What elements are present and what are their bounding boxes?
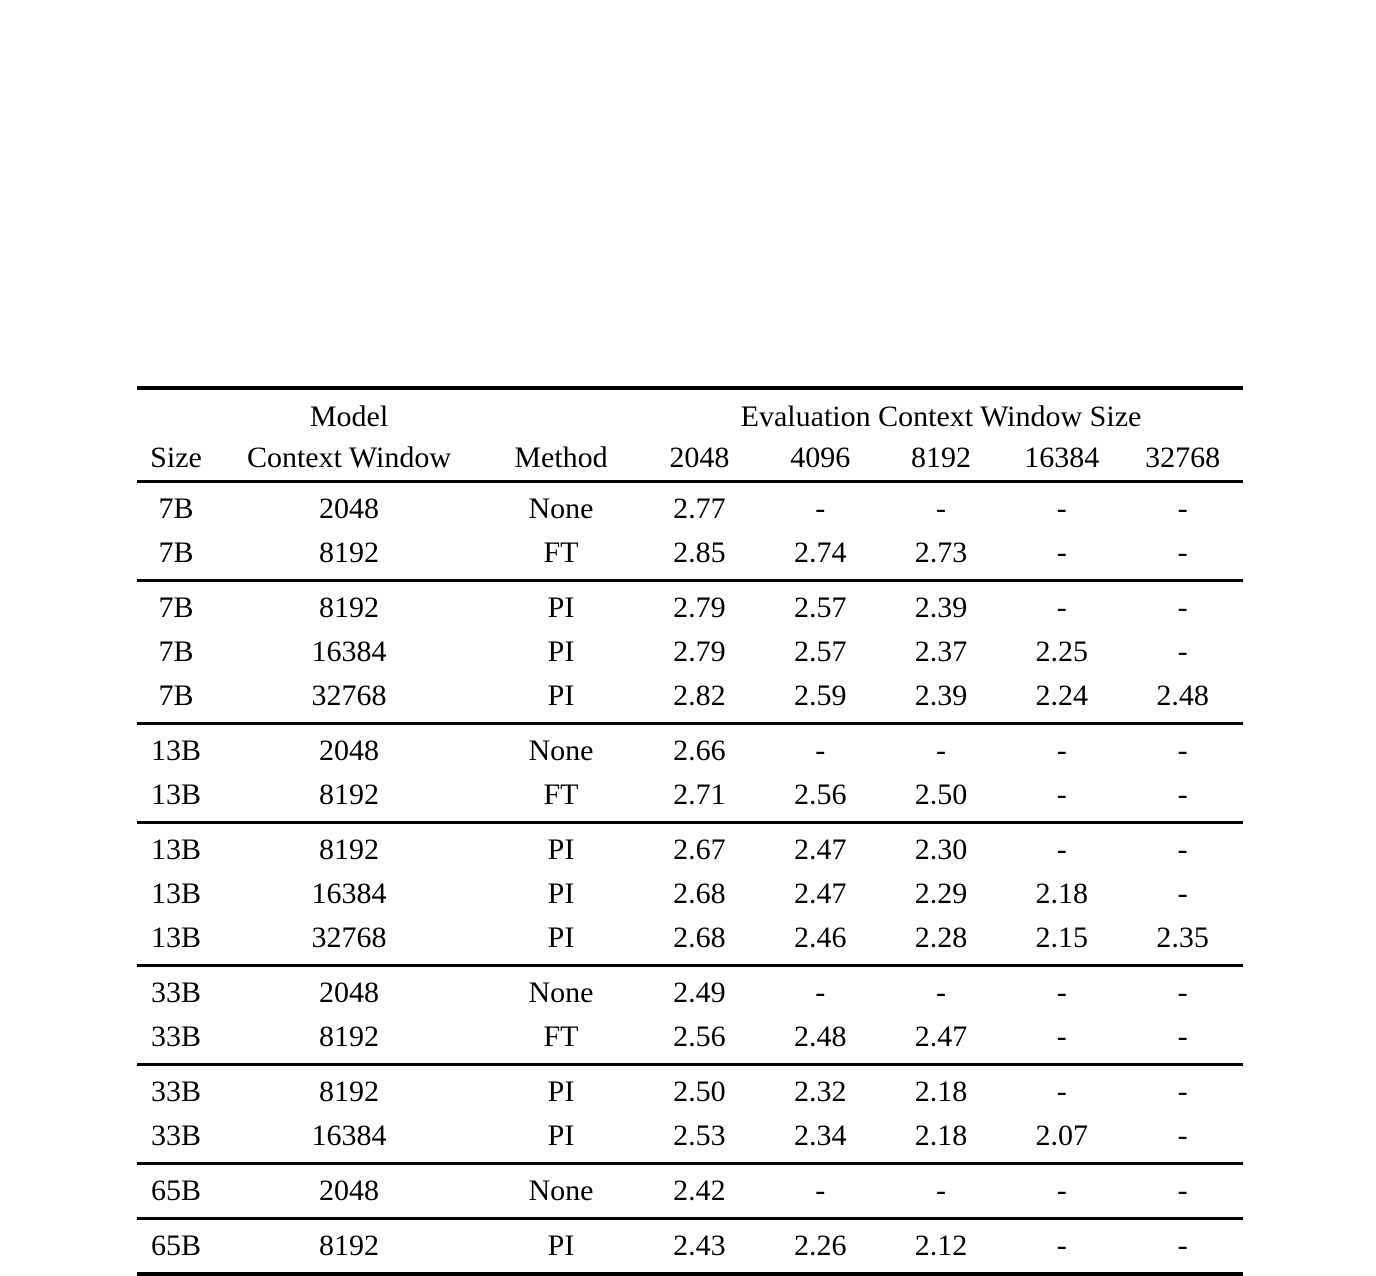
table-cell-eval-32768: - <box>1177 734 1188 767</box>
table-cell-eval-2048: 2.67 <box>673 833 726 866</box>
table-cell-size: 7B <box>158 679 194 712</box>
table-cell-eval-2048: 2.42 <box>673 1174 726 1207</box>
table-cell-eval-32768: - <box>1177 492 1188 525</box>
table-cell-size: 13B <box>150 734 201 767</box>
table-cell-eval-8192: - <box>935 1174 946 1207</box>
table-cell-eval-4096: 2.74 <box>793 536 847 569</box>
table-cell-context_window: 8192 <box>319 778 379 811</box>
table-cell-size: 13B <box>150 921 201 954</box>
results-table <box>137 386 1243 1276</box>
table-cell-eval-4096: - <box>815 976 826 1009</box>
table-cell-eval-16384: - <box>1056 492 1067 525</box>
table-cell-eval-2048: 2.71 <box>673 778 726 811</box>
table-cell-eval-4096: - <box>815 492 826 525</box>
table-row <box>137 872 1243 916</box>
table-cell-size: 33B <box>150 1075 201 1108</box>
table-cell-size: 7B <box>158 492 194 525</box>
table-cell-context_window: 2048 <box>319 734 379 767</box>
table-cell-eval-8192: 2.18 <box>914 1119 968 1152</box>
table-row <box>137 487 1243 531</box>
table-cell-eval-8192: - <box>935 492 946 525</box>
table-cell-size: 33B <box>150 976 201 1009</box>
table-cell-eval-8192: 2.39 <box>914 591 968 624</box>
table-cell-eval-16384: 2.18 <box>1035 877 1089 910</box>
header-spacer-method <box>483 390 639 436</box>
table-cell-size: 13B <box>150 778 201 811</box>
table-row <box>137 971 1243 1015</box>
table-cell-eval-32768: - <box>1177 591 1188 624</box>
table-cell-eval-16384: - <box>1056 1020 1067 1053</box>
table-cell-eval-8192: 2.39 <box>914 679 968 712</box>
table-cell-eval-32768: - <box>1177 1020 1188 1053</box>
table-header-group-row <box>137 390 1243 436</box>
table-cell-method: PI <box>547 1229 575 1262</box>
table-cell-eval-8192: 2.47 <box>914 1020 968 1053</box>
table-cell-eval-4096: 2.57 <box>793 635 847 668</box>
table-cell-eval-8192: 2.12 <box>914 1229 968 1262</box>
table-row <box>137 531 1243 575</box>
table-cell-eval-16384: - <box>1056 778 1067 811</box>
table-cell-eval-16384: - <box>1056 1174 1067 1207</box>
table-cell-eval-8192: 2.29 <box>914 877 968 910</box>
table-rule-thick <box>137 1272 1243 1276</box>
table-cell-eval-2048: 2.68 <box>673 921 726 954</box>
table-row <box>137 630 1243 674</box>
table-cell-eval-16384: - <box>1056 833 1067 866</box>
table-cell-eval-4096: 2.48 <box>793 1020 847 1053</box>
table-cell-eval-8192: 2.73 <box>914 536 968 569</box>
table-row <box>137 1114 1243 1158</box>
table-cell-eval-16384: - <box>1056 1229 1067 1262</box>
table-cell-method: PI <box>547 635 575 668</box>
column-header: 16384 <box>1024 441 1100 474</box>
table-cell-eval-2048: 2.85 <box>673 536 726 569</box>
table-cell-size: 13B <box>150 877 201 910</box>
table-cell-eval-32768: - <box>1177 877 1188 910</box>
table-cell-method: PI <box>547 679 575 712</box>
table-cell-eval-8192: 2.18 <box>914 1075 968 1108</box>
table-cell-method: FT <box>543 1020 579 1053</box>
table-cell-method: PI <box>547 877 575 910</box>
table-cell-eval-2048: 2.50 <box>673 1075 726 1108</box>
table-cell-eval-2048: 2.66 <box>673 734 726 767</box>
table-cell-eval-8192: 2.50 <box>914 778 968 811</box>
table-cell-eval-8192: - <box>935 976 946 1009</box>
table-cell-eval-16384: 2.25 <box>1035 635 1089 668</box>
table-cell-eval-2048: 2.68 <box>673 877 726 910</box>
table-cell-context_window: 8192 <box>319 591 379 624</box>
table-cell-method: FT <box>543 778 579 811</box>
table-cell-eval-16384: - <box>1056 591 1067 624</box>
table-row <box>137 586 1243 630</box>
table-cell-context_window: 8192 <box>319 1229 379 1262</box>
table-cell-eval-32768: - <box>1177 976 1188 1009</box>
column-header: 2048 <box>669 441 730 474</box>
table-cell-eval-4096: 2.32 <box>793 1075 847 1108</box>
group-header-model: Model <box>309 400 389 433</box>
table-cell-eval-8192: 2.37 <box>914 635 968 668</box>
table-row <box>137 916 1243 960</box>
table-cell-eval-32768: - <box>1177 778 1188 811</box>
table-cell-eval-4096: 2.47 <box>793 833 847 866</box>
table-cell-method: PI <box>547 591 575 624</box>
table-cell-eval-16384: 2.07 <box>1035 1119 1089 1152</box>
table-cell-context_window: 8192 <box>319 1075 379 1108</box>
table-cell-size: 33B <box>150 1020 201 1053</box>
column-header: Context Window <box>246 441 452 474</box>
table-cell-context_window: 2048 <box>319 1174 379 1207</box>
table-cell-eval-32768: - <box>1177 1075 1188 1108</box>
table-cell-eval-32768: 2.48 <box>1156 679 1209 712</box>
table-cell-eval-32768: - <box>1177 536 1188 569</box>
table-cell-eval-4096: - <box>815 734 826 767</box>
table-cell-eval-2048: 2.56 <box>673 1020 726 1053</box>
table-cell-method: PI <box>547 833 575 866</box>
table-cell-eval-8192: 2.28 <box>914 921 968 954</box>
table-cell-method: PI <box>547 921 575 954</box>
table-cell-size: 7B <box>158 591 194 624</box>
table-cell-eval-2048: 2.79 <box>673 635 726 668</box>
table-cell-eval-16384: - <box>1056 734 1067 767</box>
column-header: 4096 <box>790 441 851 474</box>
table-cell-eval-32768: - <box>1177 1174 1188 1207</box>
table-cell-eval-4096: - <box>815 1174 826 1207</box>
table-cell-size: 7B <box>158 635 194 668</box>
table-cell-eval-2048: 2.77 <box>673 492 726 525</box>
table-cell-method: None <box>528 492 594 525</box>
table-cell-context_window: 32768 <box>311 921 387 954</box>
table-cell-method: FT <box>543 536 579 569</box>
table-cell-eval-32768: - <box>1177 1119 1188 1152</box>
table-row <box>137 674 1243 718</box>
table-cell-context_window: 2048 <box>319 976 379 1009</box>
table-cell-eval-2048: 2.79 <box>673 591 726 624</box>
table-cell-size: 7B <box>158 536 194 569</box>
table-cell-eval-16384: 2.24 <box>1035 679 1089 712</box>
table-header-row <box>137 436 1243 480</box>
table-cell-context_window: 16384 <box>311 635 387 668</box>
table-cell-method: None <box>528 734 594 767</box>
table-cell-size: 13B <box>150 833 201 866</box>
table-cell-eval-4096: 2.46 <box>793 921 847 954</box>
table-row <box>137 773 1243 817</box>
table-cell-method: None <box>528 976 594 1009</box>
table-cell-eval-2048: 2.43 <box>673 1229 726 1262</box>
table-cell-eval-4096: 2.57 <box>793 591 847 624</box>
table-cell-context_window: 32768 <box>311 679 387 712</box>
table-cell-context_window: 8192 <box>319 833 379 866</box>
table-row <box>137 1169 1243 1213</box>
table-cell-eval-16384: 2.15 <box>1035 921 1089 954</box>
table-cell-eval-32768: 2.35 <box>1156 921 1209 954</box>
table-cell-eval-4096: 2.34 <box>793 1119 847 1152</box>
table-cell-context_window: 8192 <box>319 536 379 569</box>
table-cell-eval-32768: - <box>1177 635 1188 668</box>
table-cell-eval-8192: - <box>935 734 946 767</box>
table-cell-eval-2048: 2.49 <box>673 976 726 1009</box>
table-cell-eval-2048: 2.82 <box>673 679 726 712</box>
table-cell-context_window: 2048 <box>319 492 379 525</box>
table-cell-context_window: 16384 <box>311 1119 387 1152</box>
table-cell-eval-16384: - <box>1056 976 1067 1009</box>
table-cell-size: 65B <box>150 1229 201 1262</box>
table-cell-eval-32768: - <box>1177 1229 1188 1262</box>
table-cell-size: 65B <box>150 1174 201 1207</box>
table-cell-eval-4096: 2.59 <box>793 679 847 712</box>
table-cell-eval-16384: - <box>1056 536 1067 569</box>
table-cell-eval-4096: 2.47 <box>793 877 847 910</box>
table-cell-eval-4096: 2.26 <box>793 1229 847 1262</box>
table-cell-context_window: 16384 <box>311 877 387 910</box>
table-row <box>137 729 1243 773</box>
header-spacer <box>137 390 215 436</box>
column-header: Size <box>150 441 202 474</box>
column-header: 8192 <box>910 441 971 474</box>
table-cell-method: PI <box>547 1119 575 1152</box>
table-row <box>137 828 1243 872</box>
table-cell-eval-8192: 2.30 <box>914 833 968 866</box>
table-cell-context_window: 8192 <box>319 1020 379 1053</box>
table-cell-eval-4096: 2.56 <box>793 778 847 811</box>
table-cell-eval-32768: - <box>1177 833 1188 866</box>
table-row <box>137 1015 1243 1059</box>
table-cell-method: PI <box>547 1075 575 1108</box>
results-table-container <box>137 386 1243 1276</box>
horizontal-rule <box>137 1272 1243 1276</box>
table-cell-method: None <box>528 1174 594 1207</box>
column-header: 32768 <box>1145 441 1221 474</box>
table-cell-eval-16384: - <box>1056 1075 1067 1108</box>
group-header-evaluation: Evaluation Context Window Size <box>740 400 1142 433</box>
table-row <box>137 1070 1243 1114</box>
table-row <box>137 1224 1243 1268</box>
table-cell-eval-2048: 2.53 <box>673 1119 726 1152</box>
column-header: Method <box>514 441 608 474</box>
table-cell-size: 33B <box>150 1119 201 1152</box>
